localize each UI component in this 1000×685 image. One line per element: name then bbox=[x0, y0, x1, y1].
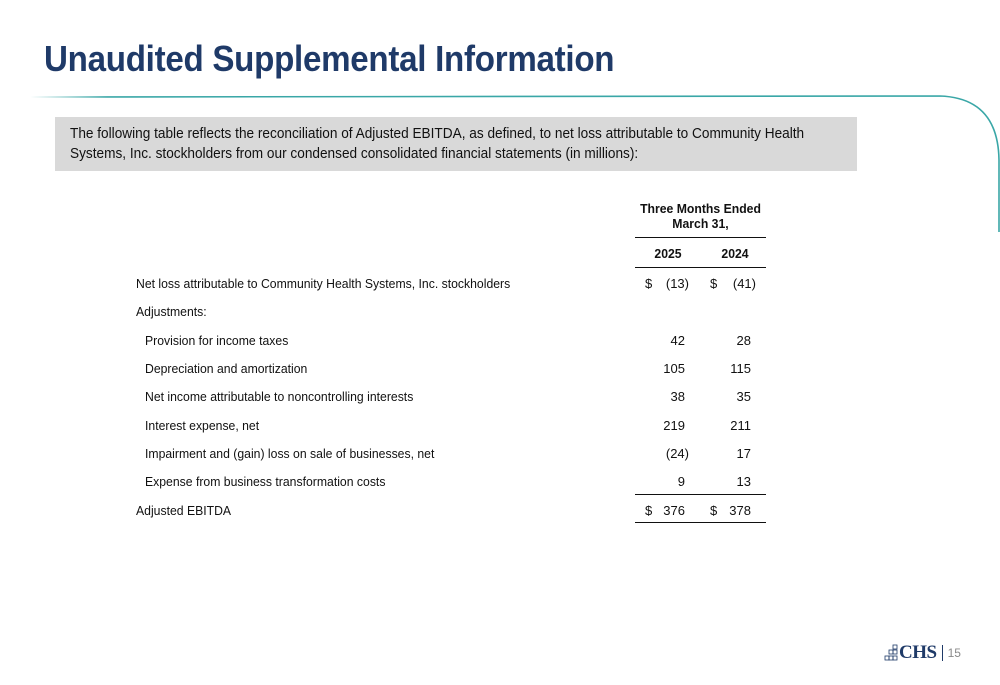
row-label-depreciation: Depreciation and amortization bbox=[145, 361, 308, 376]
row-label-adjusted-ebitda: Adjusted EBITDA bbox=[136, 503, 232, 518]
row-label-adjustments: Adjustments: bbox=[136, 304, 207, 319]
row-value-2024: 17 bbox=[736, 446, 751, 461]
chs-logo-mark-icon bbox=[884, 644, 898, 662]
currency-2024: $ bbox=[710, 503, 718, 518]
col-header-underline bbox=[635, 267, 766, 268]
row-value-2025: 42 bbox=[670, 333, 685, 348]
row-label-income-taxes: Provision for income taxes bbox=[145, 333, 289, 348]
page-number: 15 bbox=[947, 646, 961, 660]
chs-logo-text: CHS bbox=[899, 642, 937, 663]
header-underline bbox=[635, 237, 766, 238]
page-title: Unaudited Supplemental Information bbox=[44, 38, 615, 79]
footer-logo bbox=[884, 642, 961, 664]
row-value-2024: 13 bbox=[736, 474, 751, 489]
row-value-2024: 35 bbox=[736, 389, 751, 404]
period-header-line1: Three Months Ended bbox=[640, 201, 761, 216]
row-value-2025: 9 bbox=[677, 474, 685, 489]
currency-2025: $ bbox=[645, 503, 653, 518]
currency-2024: $ bbox=[710, 276, 718, 291]
row-value-2024: 28 bbox=[736, 333, 751, 348]
period-header-line2: March 31, bbox=[672, 216, 729, 231]
row-label-impairment: Impairment and (gain) loss on sale of businesses, net bbox=[145, 446, 435, 461]
row-value-2025: 219 bbox=[663, 418, 685, 433]
intro-box bbox=[55, 117, 857, 171]
row-value-2025: 38 bbox=[670, 389, 685, 404]
row-value-2024: 378 bbox=[729, 503, 751, 518]
subtotal-line bbox=[635, 494, 766, 495]
row-value-2024: 115 bbox=[730, 361, 751, 376]
row-value-2024: 211 bbox=[730, 418, 751, 433]
col-header-2024: 2024 bbox=[721, 246, 749, 261]
row-value-2025: 105 bbox=[663, 361, 685, 376]
row-value-2025: 376 bbox=[663, 503, 685, 518]
row-label-transformation: Expense from business transformation costs bbox=[145, 474, 386, 489]
total-line bbox=[635, 522, 766, 523]
row-value-2024: (41) bbox=[732, 276, 756, 291]
row-value-2025: (13) bbox=[665, 276, 689, 291]
row-label-interest: Interest expense, net bbox=[145, 418, 260, 433]
row-label-noncontrolling: Net income attributable to noncontrolling interests bbox=[145, 389, 414, 404]
intro-text: The following table reflects the reconciliation of Adjusted EBITDA, as defined, to net loss attributable to Community Health Systems, Inc. stockholders from our condensed consolidated financial statements (in millions): bbox=[70, 126, 805, 162]
col-header-2025: 2025 bbox=[654, 246, 682, 261]
currency-2025: $ bbox=[645, 276, 653, 291]
row-value-2025: (24) bbox=[665, 446, 689, 461]
footer-divider bbox=[942, 645, 943, 661]
row-label-net-loss: Net loss attributable to Community Health Systems, Inc. stockholders bbox=[136, 276, 511, 291]
